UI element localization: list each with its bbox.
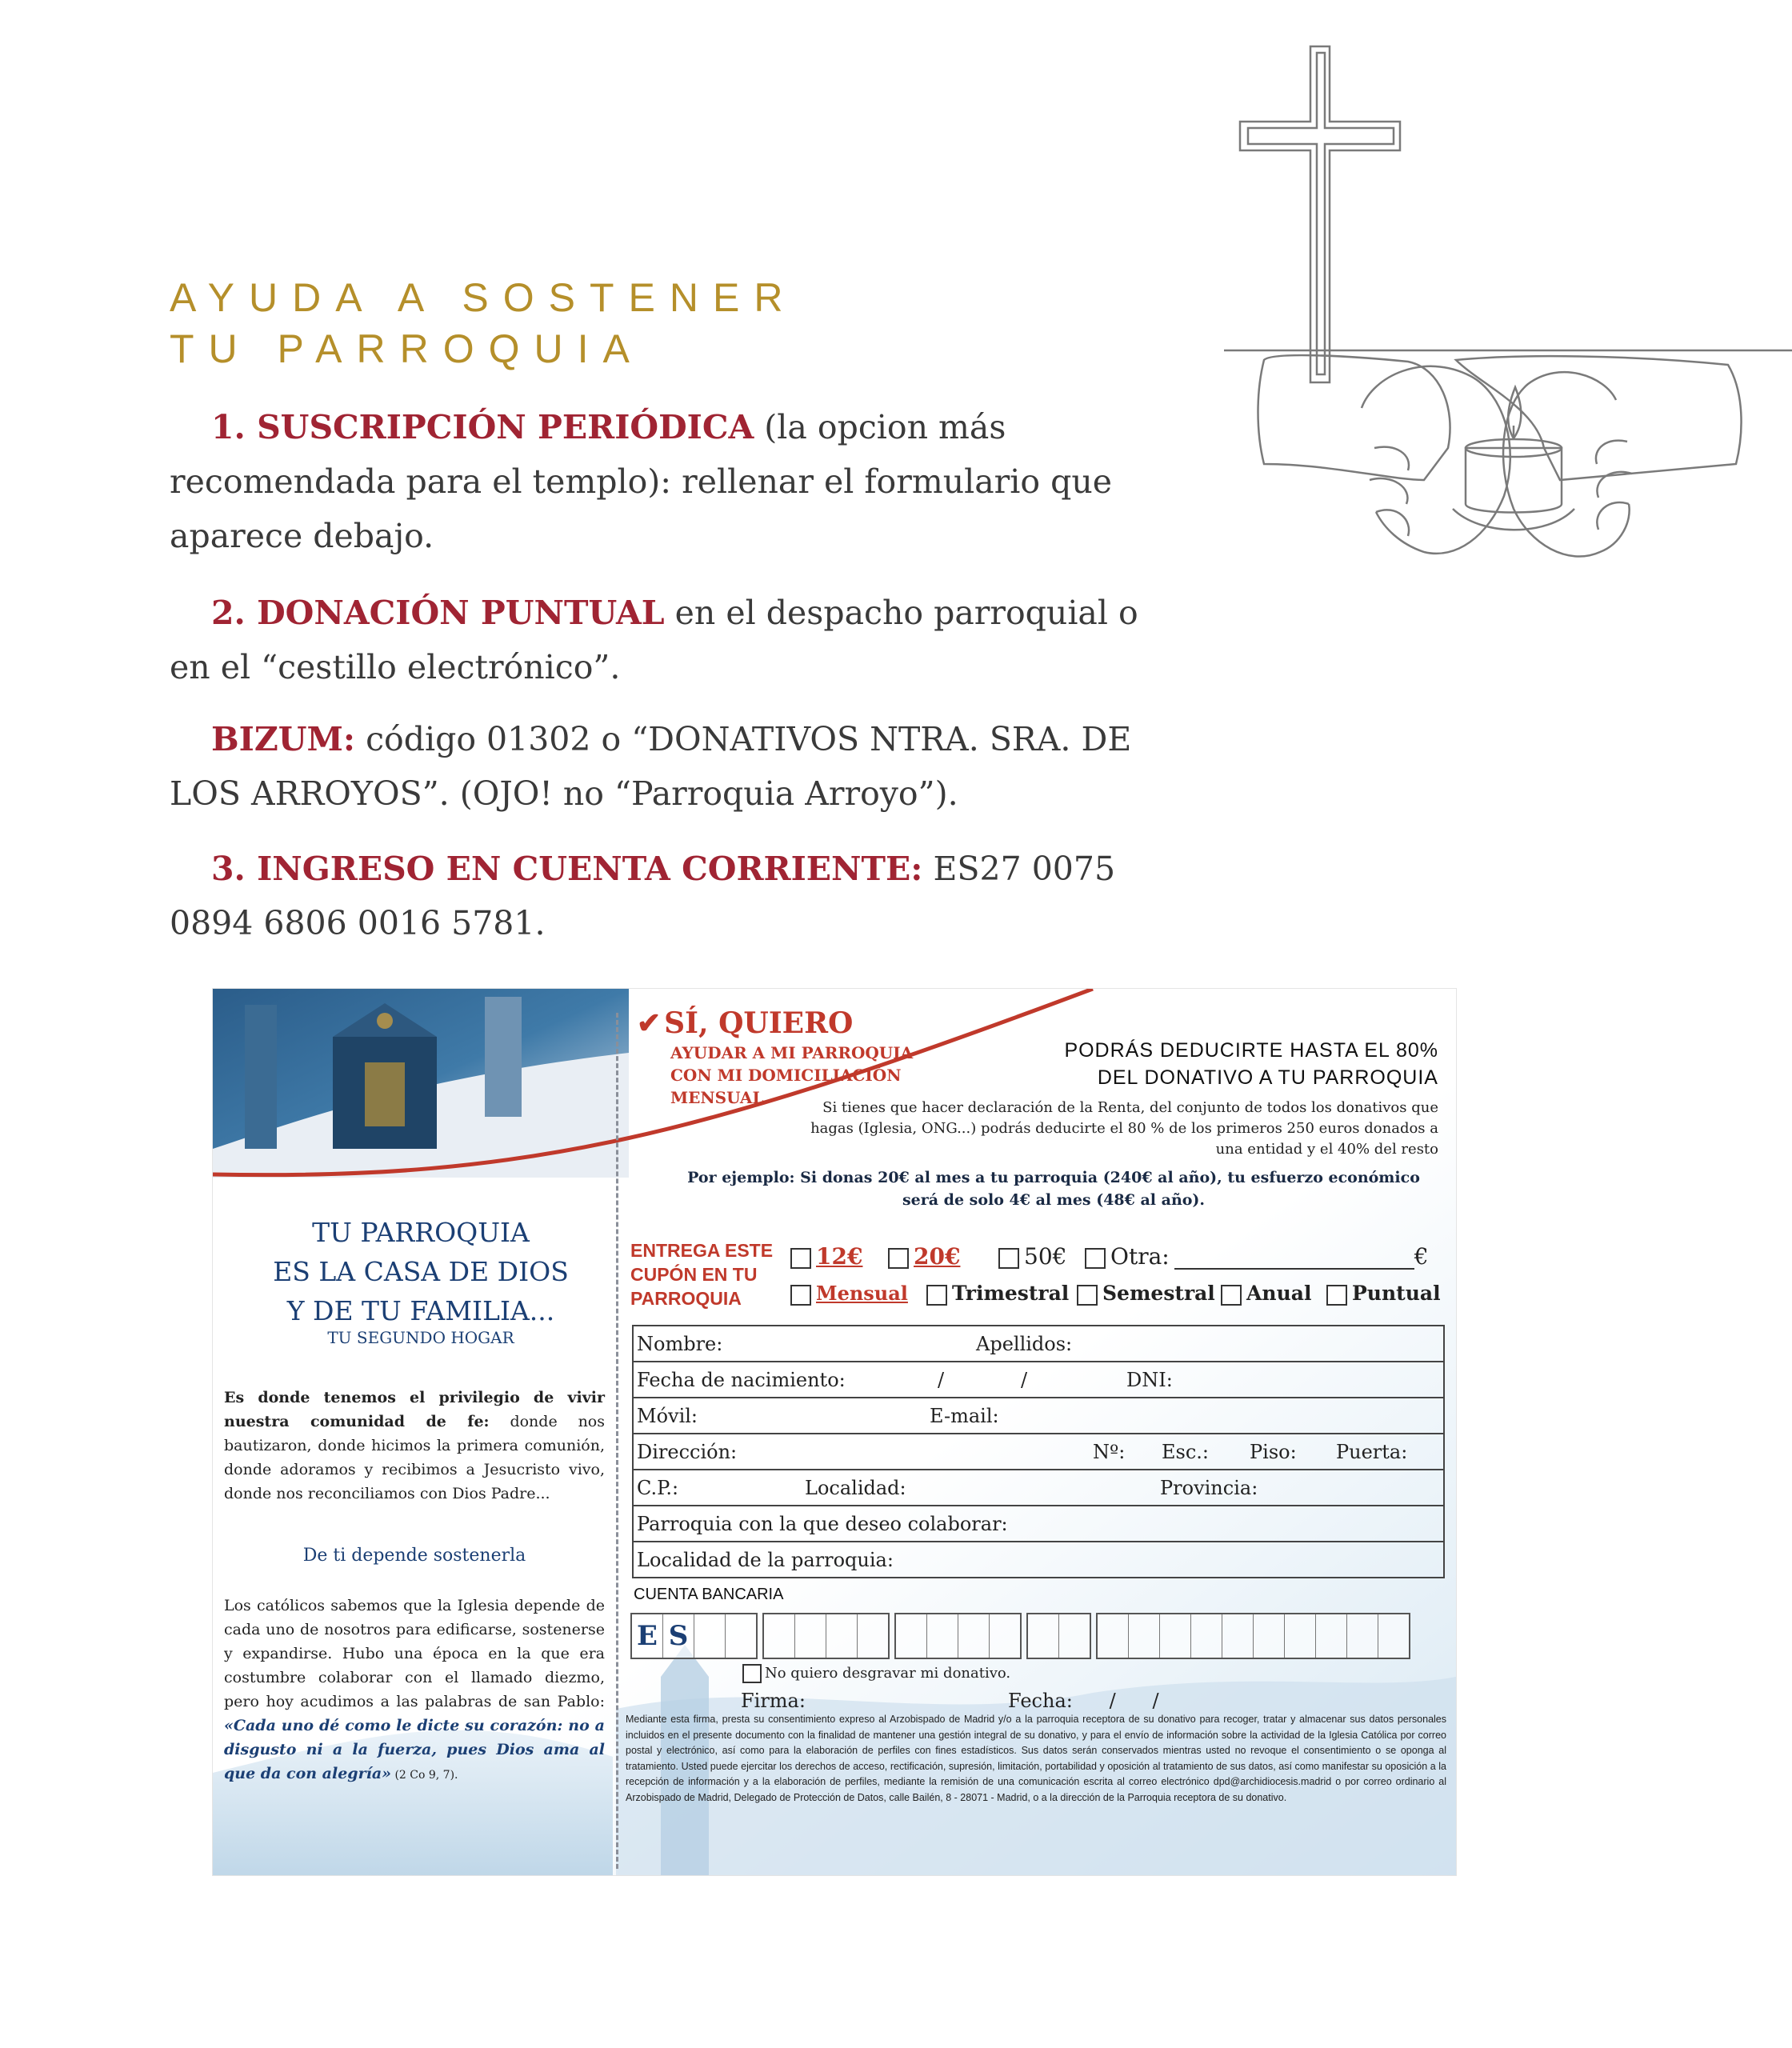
cross-hands-candle-icon bbox=[1216, 32, 1792, 608]
iban-group-4[interactable] bbox=[1026, 1613, 1091, 1659]
option-cuenta bbox=[170, 842, 1178, 950]
example-text: Por ejemplo: Si donas 20€ al mes a tu parroquia (240€ al año), tu esfuerzo económico será de solo 4€ al mes (48€ al año). bbox=[687, 1169, 1420, 1209]
cuenta-bancaria-label: CUENTA BANCARIA bbox=[634, 1586, 784, 1603]
amount-20-label: 20€ bbox=[914, 1243, 961, 1270]
left-text-1-rest: donde nos bautizaron, donde hicimos la primera comunión, donde adoramos y recibimos a Jesucristo vivo, donde nos reconciliamos con Dios Padre... bbox=[224, 1413, 605, 1502]
fecha-label: Fecha: / / bbox=[1008, 1690, 1159, 1712]
si-quiero-text: SÍ, QUIERO bbox=[664, 1006, 854, 1040]
amount-50-option[interactable] bbox=[998, 1243, 1066, 1270]
no-desgravar-label: No quiero desgravar mi donativo. bbox=[765, 1665, 1011, 1682]
checkbox-mensual[interactable] bbox=[790, 1285, 811, 1306]
iban-cell[interactable] bbox=[1028, 1614, 1059, 1658]
option-suscripcion bbox=[170, 400, 1178, 563]
amount-other-label: Otra: bbox=[1110, 1243, 1170, 1270]
iban-cell[interactable] bbox=[1160, 1614, 1191, 1658]
entrega-label bbox=[630, 1238, 773, 1310]
iban-cell[interactable] bbox=[1347, 1614, 1378, 1658]
checkbox-20[interactable] bbox=[888, 1248, 909, 1269]
checkbox-semestral[interactable] bbox=[1077, 1285, 1098, 1306]
row-movil[interactable] bbox=[634, 1398, 1443, 1434]
iban-cell[interactable] bbox=[1222, 1614, 1254, 1658]
option-suscripcion-title: 1. SUSCRIPCIÓN PERIÓDICA bbox=[211, 408, 754, 446]
firma-label: Firma: bbox=[741, 1690, 806, 1712]
date-separator-1: / bbox=[938, 1369, 945, 1391]
amount-12-option[interactable] bbox=[790, 1243, 862, 1270]
checkbox-anual[interactable] bbox=[1221, 1285, 1242, 1306]
left-title-line-1: TU PARROQUIA bbox=[312, 1217, 530, 1248]
euro-sign: € bbox=[1414, 1243, 1429, 1270]
cut-line bbox=[616, 1013, 618, 1869]
iban-cell[interactable] bbox=[694, 1614, 726, 1658]
amount-50-label: 50€ bbox=[1024, 1243, 1067, 1270]
left-title bbox=[245, 1213, 597, 1330]
entrega-line-1: ENTREGA ESTE bbox=[630, 1240, 774, 1261]
field-localidad-parroquia: Localidad de la parroquia: bbox=[637, 1549, 894, 1571]
freq-mensual-label: Mensual bbox=[816, 1282, 908, 1305]
left-text-2-body: Los católicos sabemos que la Iglesia depende de cada uno de nosotros para edificarse, sostenerse y expandirse. Hubo una época en la que era costumbre colaborar con el llamado diezmo, pero hoy acudimos a las palabras de san Pablo: bbox=[224, 1597, 605, 1710]
amount-other-input[interactable] bbox=[1174, 1249, 1414, 1270]
no-desgravar-option[interactable] bbox=[742, 1664, 1010, 1683]
freq-puntual-label: Puntual bbox=[1352, 1282, 1441, 1305]
deduction-line-1: PODRÁS DEDUCIRTE HASTA EL 80% bbox=[1064, 1039, 1438, 1062]
iban-cell[interactable] bbox=[990, 1614, 1020, 1658]
page-title bbox=[170, 272, 797, 374]
left-text-2 bbox=[224, 1594, 605, 1787]
field-escalera: Esc.: bbox=[1162, 1441, 1209, 1463]
field-nombre: Nombre: bbox=[637, 1333, 723, 1355]
iban-input[interactable] bbox=[630, 1613, 1410, 1658]
left-quote-citation: (2 Co 9, 7). bbox=[391, 1769, 458, 1782]
amount-20-option[interactable] bbox=[888, 1243, 960, 1270]
field-cp: C.P.: bbox=[637, 1477, 679, 1499]
freq-anual-label: Anual bbox=[1246, 1282, 1312, 1305]
freq-mensual-option[interactable] bbox=[790, 1282, 908, 1306]
si-quiero-title bbox=[637, 1006, 853, 1040]
field-apellidos: Apellidos: bbox=[976, 1333, 1073, 1355]
field-email: E-mail: bbox=[930, 1405, 999, 1427]
checkbox-trimestral[interactable] bbox=[926, 1285, 947, 1306]
row-localidad-parroquia[interactable] bbox=[634, 1542, 1443, 1577]
left-heading-2: De ti depende sostenerla bbox=[302, 1546, 526, 1566]
iban-cell[interactable] bbox=[1129, 1614, 1160, 1658]
amount-12-label: 12€ bbox=[816, 1243, 863, 1270]
field-dni: DNI: bbox=[1126, 1369, 1173, 1391]
entrega-line-2: CUPÓN EN TU bbox=[630, 1264, 758, 1285]
option-bizum-title: BIZUM: bbox=[211, 720, 356, 758]
checkbox-puntual[interactable] bbox=[1326, 1285, 1347, 1306]
row-direccion[interactable] bbox=[634, 1434, 1443, 1470]
iban-group-3[interactable] bbox=[894, 1613, 1022, 1659]
renta-explanation: Si tienes que hacer declaración de la Renta, del conjunto de todos los donativos que hagas (Iglesia, ONG...) podrás deducirte el 80 % de los primeros 250 euros donados a una entidad y el 40% del resto bbox=[810, 1099, 1438, 1158]
freq-puntual-option[interactable] bbox=[1326, 1282, 1441, 1306]
option-cuenta-title: 3. INGRESO EN CUENTA CORRIENTE: bbox=[211, 850, 923, 888]
iban-cell[interactable] bbox=[764, 1614, 795, 1658]
freq-trimestral-label: Trimestral bbox=[952, 1282, 1070, 1305]
iban-cell[interactable] bbox=[1285, 1614, 1316, 1658]
checkbox-50[interactable] bbox=[998, 1248, 1019, 1269]
option-bizum bbox=[170, 712, 1178, 821]
title-line-1: AYUDA A SOSTENER bbox=[170, 275, 798, 320]
personal-data-table bbox=[632, 1325, 1445, 1578]
iban-cell[interactable] bbox=[1378, 1614, 1409, 1658]
iban-cell[interactable] bbox=[1098, 1614, 1129, 1658]
donation-form bbox=[213, 989, 1456, 1875]
iban-cell[interactable]: E bbox=[632, 1614, 663, 1658]
row-parroquia[interactable] bbox=[634, 1506, 1443, 1542]
iban-group-2[interactable] bbox=[762, 1613, 890, 1659]
field-numero: Nº: bbox=[1093, 1441, 1126, 1463]
deduction-line-2: DEL DONATIVO A TU PARROQUIA bbox=[1097, 1066, 1438, 1089]
left-text-1-bold: Es donde tenemos el privilegio de vivir nuestra comunidad de fe: bbox=[224, 1389, 605, 1430]
option-donacion-text: en el despacho parroquial o en el “cestillo electrónico”. bbox=[170, 594, 1138, 686]
iban-cell[interactable] bbox=[726, 1614, 756, 1658]
option-cuenta-text: ES27 0075 0894 6806 0016 5781. bbox=[170, 850, 1116, 942]
left-subtitle: TU SEGUNDO HOGAR bbox=[327, 1328, 514, 1347]
iban-group-5[interactable] bbox=[1096, 1613, 1410, 1659]
iban-cell[interactable] bbox=[927, 1614, 958, 1658]
deduction-headline bbox=[1064, 1037, 1438, 1091]
freq-anual-option[interactable] bbox=[1221, 1282, 1311, 1306]
ayudar-line-3: MENSUAL bbox=[670, 1088, 764, 1107]
freq-trimestral-option[interactable] bbox=[926, 1282, 1069, 1306]
field-parroquia: Parroquia con la que deseo colaborar: bbox=[637, 1513, 1008, 1535]
entrega-line-3: PARROQUIA bbox=[630, 1288, 742, 1309]
row-fecha-nacimiento[interactable] bbox=[634, 1362, 1443, 1398]
row-nombre[interactable] bbox=[634, 1326, 1443, 1362]
iban-cell[interactable] bbox=[1254, 1614, 1285, 1658]
iban-group-1[interactable] bbox=[630, 1613, 758, 1659]
field-direccion: Dirección: bbox=[637, 1441, 738, 1463]
checkbox-other[interactable] bbox=[1085, 1248, 1106, 1269]
field-provincia: Provincia: bbox=[1160, 1477, 1258, 1499]
field-movil: Móvil: bbox=[637, 1405, 698, 1427]
field-fecha-nacimiento: Fecha de nacimiento: bbox=[637, 1369, 846, 1391]
option-suscripcion-text: (la opcion más recomendada para el templo): rellenar el formulario que aparece debajo. bbox=[170, 408, 1113, 555]
ayudar-line-2: CON MI DOMICILIACIÓN bbox=[670, 1066, 902, 1085]
freq-semestral-option[interactable] bbox=[1077, 1282, 1215, 1306]
row-cp[interactable] bbox=[634, 1470, 1443, 1506]
ayudar-line-1: AYUDAR A MI PARROQUIA bbox=[670, 1043, 914, 1062]
title-line-2: TU PARROQUIA bbox=[170, 326, 644, 371]
date-separator-2: / bbox=[1021, 1369, 1028, 1391]
left-title-line-3: Y DE TU FAMILIA... bbox=[286, 1295, 555, 1326]
iban-cell[interactable]: S bbox=[663, 1614, 694, 1658]
field-puerta: Puerta: bbox=[1336, 1441, 1408, 1463]
iban-cell[interactable] bbox=[1191, 1614, 1222, 1658]
iban-cell[interactable] bbox=[896, 1614, 927, 1658]
field-piso: Piso: bbox=[1250, 1441, 1297, 1463]
option-donacion bbox=[170, 586, 1178, 694]
iban-cell[interactable] bbox=[826, 1614, 858, 1658]
left-quote: «Cada uno dé como le dicte su corazón: no a disgusto ni a la fuerza, pues Dios ama al que da con alegría» bbox=[224, 1717, 605, 1782]
option-donacion-title: 2. DONACIÓN PUNTUAL bbox=[211, 594, 665, 632]
option-bizum-text: código 01302 o “DONATIVOS NTRA. SRA. DE LOS ARROYOS”. (OJO! no “Parroquia Arroyo”). bbox=[170, 720, 1132, 813]
amount-other-option[interactable] bbox=[1085, 1243, 1429, 1270]
checkmark-icon: ✔ bbox=[637, 1006, 662, 1040]
iban-cell[interactable] bbox=[795, 1614, 826, 1658]
left-text-1 bbox=[224, 1386, 605, 1506]
iban-cell[interactable] bbox=[858, 1614, 888, 1658]
checkbox-12[interactable] bbox=[790, 1248, 811, 1269]
checkbox-no-desgravar[interactable] bbox=[742, 1664, 762, 1683]
field-localidad: Localidad: bbox=[805, 1477, 906, 1499]
iban-cell[interactable] bbox=[958, 1614, 990, 1658]
freq-semestral-label: Semestral bbox=[1102, 1282, 1215, 1305]
iban-cell[interactable] bbox=[1059, 1614, 1090, 1658]
iban-cell[interactable] bbox=[1316, 1614, 1347, 1658]
left-title-line-2: ES LA CASA DE DIOS bbox=[273, 1256, 569, 1287]
legal-notice: Mediante esta firma, presta su consentimiento expreso al Arzobispado de Madrid y/o a la parroquia receptora de su donativo para recoger, tratar y almacenar sus datos personales incluidos en el presente documento con la finalidad de mantener una gestión integral de su donativo, y para el envío de información sobre la actividad de la Iglesia Católica por correo postal y electrónico, así como para la elaboración de perfiles con fines estadísticos. Sus datos serán conservados mientras usted no revoque el consentimiento o se oponga al tratamiento. Usted puede ejercitar los derechos de acceso, rectificación, supresión, limitación, portabilidad y oposición al tratamiento de sus datos, así como manifestar su oposición a la recepción de información y a la elaboración de perfiles, mediante la remisión de una comunicación escrita al correo electrónico dpd@archidiocesis.madrid o por correo ordinario al Arzobispado de Madrid, Delegado de Protección de Datos, calle Bailén, 8 - 28071 - Madrid, o a la dirección de la Parroquia receptora de su donativo. bbox=[626, 1714, 1446, 1803]
